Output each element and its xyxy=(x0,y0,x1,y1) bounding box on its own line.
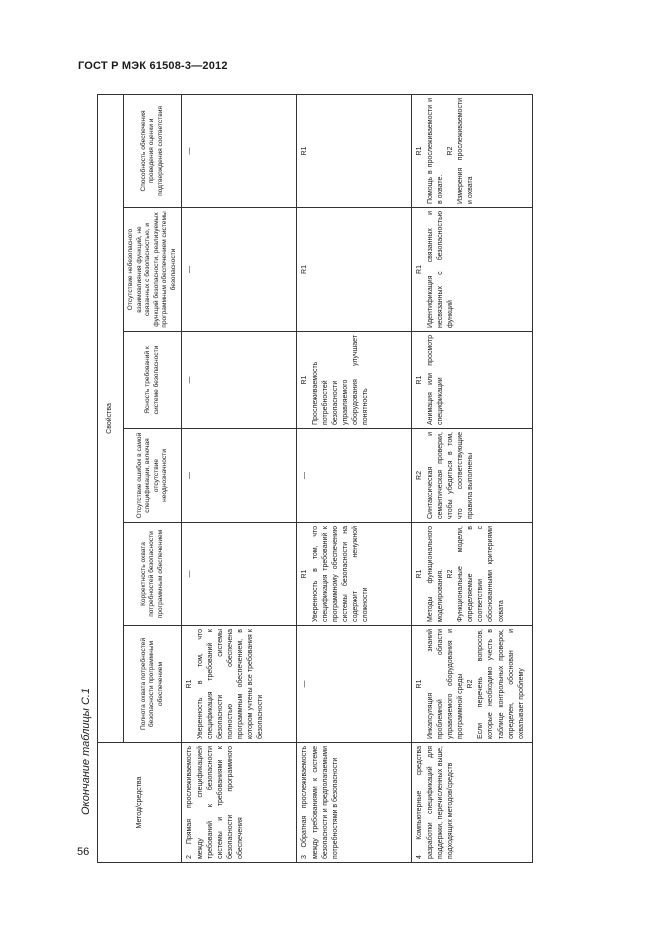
table-cell xyxy=(297,523,412,626)
table-cell xyxy=(182,429,297,523)
table-cell xyxy=(297,626,412,743)
recommendation-level: R1 xyxy=(416,375,424,385)
table-cell xyxy=(182,94,297,207)
table-cell xyxy=(297,332,412,429)
recommendation-level: R2 xyxy=(446,569,454,579)
document-header: ГОСТ Р МЭК 61508-3—2012 xyxy=(78,60,228,72)
page-number: 56 xyxy=(77,846,90,858)
recommendation-level: R2 xyxy=(467,679,475,689)
cell-text: Уверенность в том, что спецификация требований к безопасности системы полностью обеспечена программным обеспечением, в котором учтены все требования к безопасности xyxy=(196,629,265,739)
recommendation-level: R1 xyxy=(416,146,424,156)
table-cell xyxy=(297,94,412,207)
column-header: Отсутствие ошибок в самой спецификации, включая отсутствие неоднозначности xyxy=(124,429,182,523)
properties-table xyxy=(97,94,533,863)
table-row xyxy=(297,94,412,862)
recommendation-level: R1 xyxy=(301,265,309,274)
cell-text: — xyxy=(186,570,194,578)
recommendation-level: R1 xyxy=(416,679,424,689)
table-row xyxy=(182,94,297,862)
rotated-table-container xyxy=(97,95,532,863)
table-cell xyxy=(182,523,297,626)
table-cell xyxy=(412,94,533,207)
cell-text: Функциональные модели, определяемые в соответствии с обоснованными критериями охвата xyxy=(456,526,505,622)
table-cell xyxy=(297,208,412,332)
cell-text: — xyxy=(301,472,309,479)
column-header: Корректность охвата потребностей безопасности программным обеспечением xyxy=(124,523,182,626)
table-cell xyxy=(182,208,297,332)
column-header: Отсутствие небезопасного взаимовлияния функций, не связанных с безопасностью, и функций безопасности, реализуемых программным обеспечением системы безопасности xyxy=(124,208,182,332)
table-cell xyxy=(412,626,533,743)
cell-text: — xyxy=(186,472,194,479)
method-cell: 4 Компьютерные средства разработки спецификаций для поддержки, перечисленных выше, подходящих методов/средств xyxy=(412,743,533,863)
table-cell xyxy=(182,626,297,743)
cell-text: Уверенность в том, что спецификация требований к программному обеспечению системы безопасности на содержит ненужной сложности xyxy=(311,526,370,622)
cell-text: Синтаксическая и семантическая проверки, чтобы убедиться в том, что соответствующие правила выполнены xyxy=(426,432,475,519)
cell-text: Помощь в прослеживаемости и в охвате. xyxy=(426,97,444,204)
method-cell: 2 Прямая прослеживаемость между спецификацией требований к безопасности системы и требованиями к безопасности программного обеспечения xyxy=(182,743,297,863)
recommendation-level: R1 xyxy=(301,146,309,156)
cell-text: Прослеживаемость потребностей безопасности управляемого оборудования улучшает понятность xyxy=(311,335,370,425)
column-header: Способность обеспечения проведения оценки и подтверждения соответствия xyxy=(124,94,182,207)
cell-text: Анимация или просмотр спецификации xyxy=(426,335,444,425)
table-cell xyxy=(182,332,297,429)
recommendation-level: R1 xyxy=(186,679,194,689)
method-cell: 3 Обратная прослеживаемость между требованиями к системе безопасности и предполагаемыми потребностями в безопасности xyxy=(297,743,412,863)
cell-text: Инкапсуляция знаний проблемной области управляемого оборудования и программной среды xyxy=(426,629,464,739)
table-cell xyxy=(412,429,533,523)
recommendation-level: R1 xyxy=(416,569,424,579)
method-column-header: Метод/средства xyxy=(98,743,182,863)
table-cell xyxy=(412,208,533,332)
cell-text: Идентификация связанных и несвязанных с безопасностью функций xyxy=(426,211,454,328)
recommendation-level: R1 xyxy=(301,569,309,579)
cell-text: Измерения прослеживаемости и охвата xyxy=(456,97,475,204)
table-cell xyxy=(297,429,412,523)
cell-text: — xyxy=(186,266,194,273)
cell-text: — xyxy=(301,680,309,688)
cell-text: Если перечень вопросов, которые необходимо учесть в таблице контрольных проверок, определен, обоснован и охватывает проблему xyxy=(477,629,525,739)
recommendation-level: R1 xyxy=(301,375,309,385)
recommendation-level: R2 xyxy=(446,146,454,156)
cell-text: — xyxy=(186,147,194,155)
column-header: Полнота охвата потребностей безопасности программным обеспечением xyxy=(124,626,182,743)
cell-text: — xyxy=(186,376,194,384)
table-caption: Окончание таблицы С.1 xyxy=(80,687,92,815)
properties-header: Свойства xyxy=(98,94,124,742)
recommendation-level: R2 xyxy=(416,471,424,480)
table-row xyxy=(412,94,533,862)
table-cell xyxy=(412,332,533,429)
recommendation-level: R1 xyxy=(416,265,424,274)
column-header: Ясность требований к системе безопасности xyxy=(124,332,182,429)
table-cell xyxy=(412,523,533,626)
cell-text: Методы функционального моделирования. xyxy=(426,526,444,622)
